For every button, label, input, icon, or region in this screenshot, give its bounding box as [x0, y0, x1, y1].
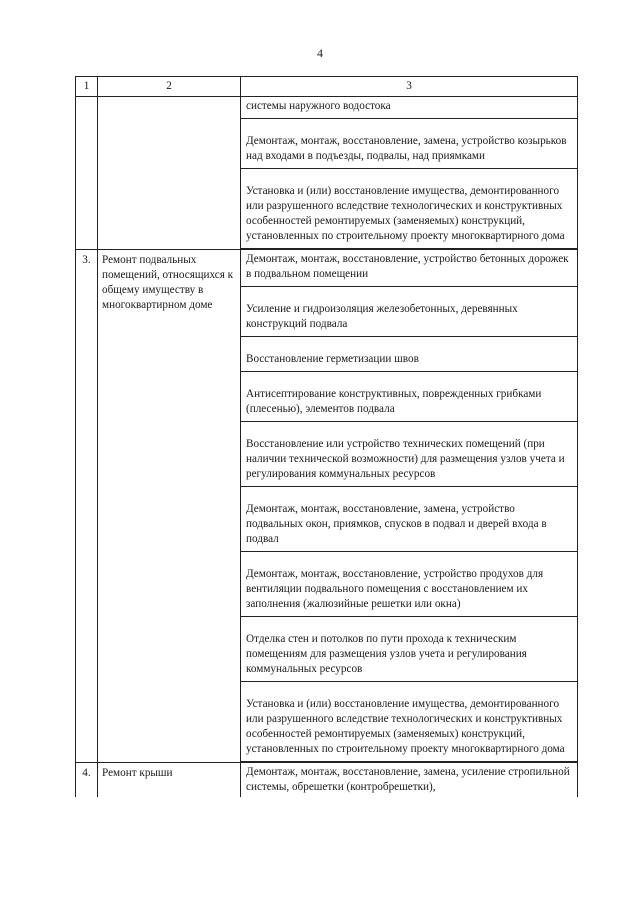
- row-number: [76, 97, 98, 250]
- table-row: [76, 97, 578, 250]
- work-item: Установка и (или) восстановление имущества, демонтированного или разрушенного вследствие технологических и конструктивных особенностей ремонтируемых (заменяемых) конструкций, установленных по строительному проекту многоквартирного дома: [241, 694, 577, 762]
- work-item: Демонтаж, монтаж, восстановление, замена, устройство козырьков над входами в подъезды, подвалы, над приямками: [241, 131, 577, 169]
- work-item: Отделка стен и потолков по пути прохода к техническим помещениям для размещения узлов учета и регулирования коммунальных ресурсов: [241, 629, 577, 682]
- element-name: Ремонт крыши: [98, 763, 241, 798]
- work-item: Восстановление или устройство технических помещений (при наличии технической возможности) для размещения узлов учета и регулирования коммунальных ресурсов: [241, 434, 577, 487]
- works-table: [75, 76, 578, 797]
- work-item: Установка и (или) восстановление имущества, демонтированного или разрушенного вследствие технологических и конструктивных особенностей ремонтируемых (заменяемых) конструкций, установленных по строительному проекту многоквартирного дома: [241, 181, 577, 249]
- works-cell: [241, 250, 578, 763]
- element-name: Ремонт подвальных помещений, относящихся к общему имуществу в многоквартирном доме: [98, 250, 241, 763]
- work-item: Усиление и гидроизоляция железобетонных, деревянных конструкций подвала: [241, 299, 577, 337]
- work-item: Демонтаж, монтаж, восстановление, устройство продухов для вентиляции подвального помещения с восстановлением их заполнения (жалюзийные решетки или окна): [241, 564, 577, 617]
- work-item: Демонтаж, монтаж, восстановление, устройство бетонных дорожек в подвальном помещении: [241, 250, 577, 287]
- row-number: 4.: [76, 763, 98, 798]
- header-cell-1: 1: [76, 77, 98, 97]
- works-cell: [241, 97, 578, 250]
- work-item: Демонтаж, монтаж, восстановление, замена, усиление стропильной системы, обрешетки (контробрешетки),: [246, 766, 570, 793]
- work-item: Антисептирование конструктивных, поврежденных грибками (плесенью), элементов подвала: [241, 384, 577, 422]
- table-header-row: [76, 77, 578, 97]
- work-item: Восстановление герметизации швов: [241, 349, 577, 372]
- header-cell-2: 2: [98, 77, 241, 97]
- work-item: системы наружного водостока: [241, 97, 577, 119]
- work-item: Демонтаж, монтаж, восстановление, замена, устройство подвальных окон, приямков, спусков в подвал и дверей входа в подвал: [241, 499, 577, 552]
- element-name: [98, 97, 241, 250]
- page-number: 4: [317, 46, 323, 60]
- table-row: [76, 250, 578, 763]
- row-number: 3.: [76, 250, 98, 763]
- table-row: [76, 763, 578, 798]
- header-cell-3: 3: [241, 77, 578, 97]
- works-cell: [241, 763, 578, 798]
